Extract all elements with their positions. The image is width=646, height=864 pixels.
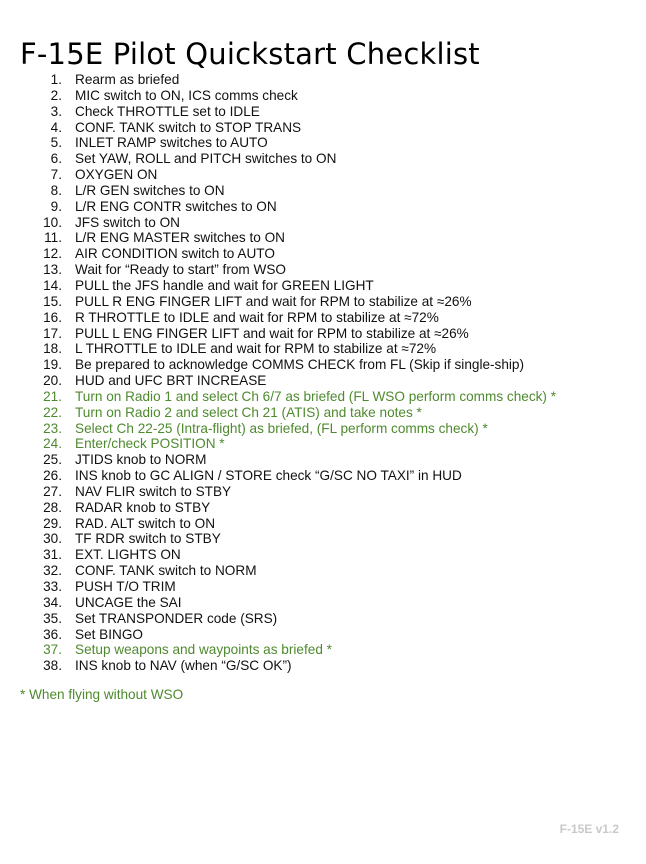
checklist-item [0,627,640,643]
checklist-item [0,183,640,199]
checklist-item [0,246,640,262]
checklist-item [0,88,640,104]
checklist-item [0,611,640,627]
item-number: 13. [43,262,62,278]
item-number: 24. [43,436,62,452]
item-number: 19. [43,357,62,373]
checklist-item [0,563,640,579]
item-number: 17. [43,325,62,341]
checklist-item [0,436,640,452]
checklist-item [0,389,640,405]
item-number: 2. [50,87,62,103]
item-number: 8. [50,182,62,198]
item-text: OXYGEN ON [75,167,158,183]
item-text: PULL the JFS handle and wait for GREEN LIGHT [75,277,374,293]
item-number: 14. [43,277,62,293]
item-text: MIC switch to ON, ICS comms check [75,87,298,103]
item-number: 22. [43,404,62,420]
checklist-item [0,310,640,326]
item-text: INS knob to NAV (when “G/SC OK”) [75,658,292,674]
item-number: 26. [43,468,62,484]
item-text: PUSH T/O TRIM [75,579,176,594]
item-number: 34. [43,594,62,610]
item-text: Select Ch 22-25 (Intra-flight) as briefed, (FL perform comms check) * [75,420,488,436]
checklist-item [0,500,640,516]
item-number: 12. [43,246,62,262]
item-text: Turn on Radio 1 and select Ch 6/7 as briefed (FL WSO perform comms check) * [75,388,557,404]
item-text: HUD and UFC BRT INCREASE [75,373,267,389]
checklist-item [0,658,640,674]
item-number: 32. [43,563,62,579]
item-text: Enter/check POSITION * [75,436,225,452]
item-text: UNCAGE the SAI [75,594,182,610]
checklist-item [0,120,640,136]
item-number: 28. [43,499,62,515]
item-text: L/R ENG MASTER switches to ON [75,230,285,246]
checklist-item [0,547,640,563]
checklist-item [0,326,640,342]
item-text: Wait for “Ready to start” from WSO [75,262,286,278]
item-number: 3. [50,103,62,119]
item-text: Turn on Radio 2 and select Ch 21 (ATIS) and take notes * [75,404,422,420]
item-text: CONF. TANK switch to NORM [75,563,257,579]
page-title: F-15E Pilot Quickstart Checklist [20,37,480,72]
item-number: 10. [43,214,62,230]
item-text: L/R ENG CONTR switches to ON [75,198,277,214]
item-number: 31. [43,547,62,563]
item-text: Check THROTTLE set to IDLE [75,103,260,119]
checklist-item [0,373,640,389]
item-number: 16. [43,309,62,325]
item-number: 36. [43,626,62,642]
item-number: 15. [43,293,62,309]
checklist-item [0,167,640,183]
item-text: CONF. TANK switch to STOP TRANS [75,119,302,135]
checklist-item [0,215,640,231]
item-text: Be prepared to acknowledge COMMS CHECK from FL (Skip if single-ship) [75,357,525,373]
item-text: Set TRANSPONDER code (SRS) [75,610,278,626]
item-text: L THROTTLE to IDLE and wait for RPM to stabilize at ≈72% [75,341,437,357]
item-text: Set YAW, ROLL and PITCH switches to ON [75,151,337,167]
checklist-item [0,452,640,468]
checklist-item [0,72,640,88]
item-number: 4. [50,119,62,135]
item-number: 38. [43,658,62,674]
checklist-item [0,579,640,595]
item-number: 7. [50,167,62,183]
item-number: 18. [43,341,62,357]
item-text: Setup weapons and waypoints as briefed * [75,642,332,658]
item-text: EXT. LIGHTS ON [75,547,181,563]
item-text: JTIDS knob to NORM [75,452,207,468]
item-number: 37. [43,642,62,658]
item-text: TF RDR switch to STBY [75,531,221,547]
item-text: NAV FLIR switch to STBY [75,483,232,499]
item-text: RAD. ALT switch to ON [75,515,216,531]
checklist-item [0,595,640,611]
item-number: 25. [43,452,62,468]
item-number: 11. [44,230,62,246]
checklist-item [0,294,640,310]
checklist-item [0,262,640,278]
checklist-item [0,421,640,437]
item-number: 27. [43,483,62,499]
item-number: 6. [50,151,62,167]
item-text: INLET RAMP switches to AUTO [75,135,268,151]
item-number: 20. [43,373,62,389]
checklist-item [0,230,640,246]
checklist-item [0,642,640,658]
item-text: INS knob to GC ALIGN / STORE check “G/SC NO TAXI” in HUD [75,468,462,484]
checklist-item [0,341,640,357]
item-text: PULL L ENG FINGER LIFT and wait for RPM to stabilize at ≈26% [75,325,469,341]
checklist-item [0,357,640,373]
item-text: Set BINGO [75,626,143,642]
item-number: 21. [43,388,62,404]
item-text: Rearm as briefed [75,72,180,87]
item-number: 29. [43,515,62,531]
item-number: 5. [50,135,62,151]
item-number: 1. [50,72,62,87]
item-number: 30. [43,531,62,547]
checklist-item [0,278,640,294]
version-label: F-15E v1.2 [559,822,619,836]
item-text: RADAR knob to STBY [75,499,211,515]
item-text: R THROTTLE to IDLE and wait for RPM to stabilize at ≈72% [75,309,439,325]
item-text: AIR CONDITION switch to AUTO [75,246,275,262]
checklist-item [0,484,640,500]
item-text: L/R GEN switches to ON [75,182,225,198]
item-text: PULL R ENG FINGER LIFT and wait for RPM to stabilize at ≈26% [75,293,472,309]
item-text: JFS switch to ON [75,214,180,230]
checklist-item [0,151,640,167]
item-number: 9. [50,198,62,214]
checklist-item [0,135,640,151]
checklist-item [0,468,640,484]
checklist [0,72,640,674]
checklist-item [0,531,640,547]
checklist-item [0,405,640,421]
item-number: 35. [43,610,62,626]
checklist-item [0,104,640,120]
checklist-item [0,516,640,532]
item-number: 33. [43,579,62,594]
footnote: * When flying without WSO [20,687,184,702]
item-number: 23. [43,420,62,436]
checklist-item [0,199,640,215]
